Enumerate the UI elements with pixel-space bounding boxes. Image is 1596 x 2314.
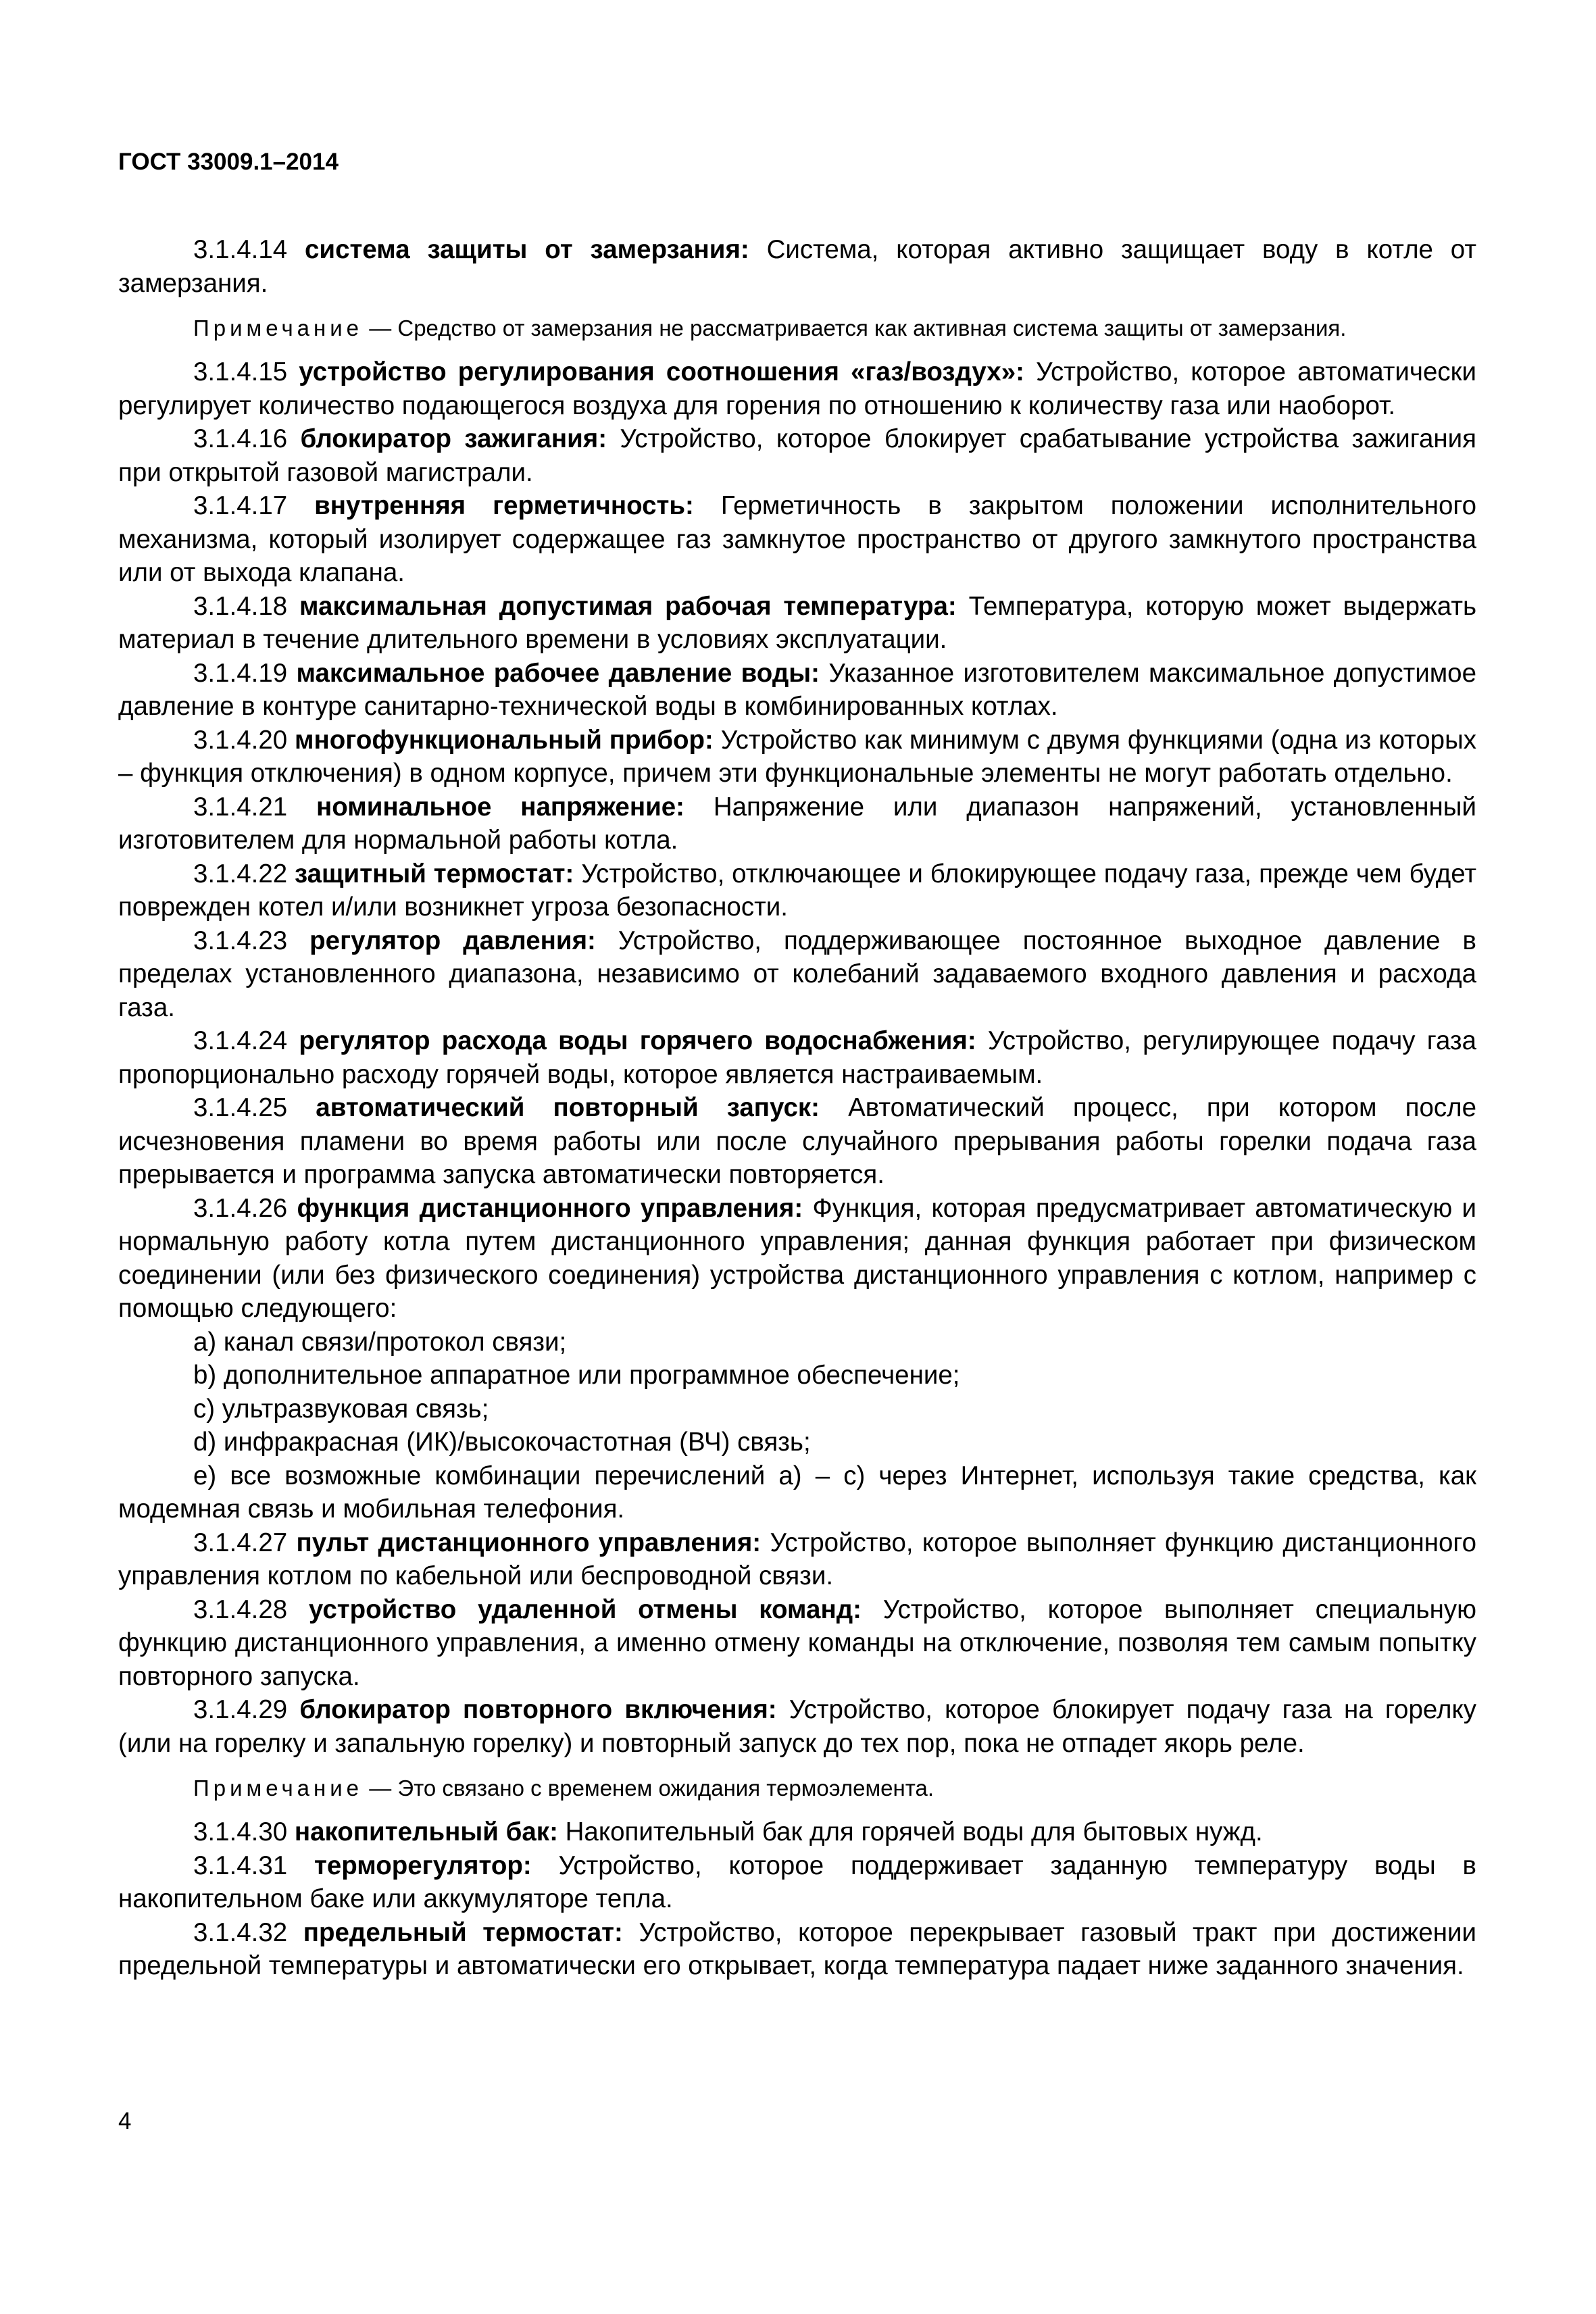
definition-text: Устройство, регулирующее подачу газа пропорционально расходу горячей воды, которое является настраиваемым. bbox=[118, 1026, 1476, 1089]
definition-text: Устройство, которое поддерживает заданную температуру воды в накопительном баке или аккумуляторе тепла. bbox=[118, 1851, 1476, 1913]
defined-term: номинальное напряжение: bbox=[316, 792, 684, 822]
defined-term: устройство удаленной отмены команд: bbox=[308, 1594, 862, 1624]
clause-number: 3.1.4.28 bbox=[193, 1594, 288, 1624]
definition-paragraph bbox=[118, 857, 1476, 924]
defined-term: регулятор давления: bbox=[309, 926, 596, 955]
page-number: 4 bbox=[118, 2108, 132, 2134]
definition-paragraph bbox=[118, 1593, 1476, 1694]
definition-text: Устройство как минимум с двумя функциями (одна из которых – функция отключения) в одном корпусе, причем эти функциональные элементы не могут работать отдельно. bbox=[118, 725, 1477, 788]
definition-paragraph bbox=[118, 1693, 1476, 1760]
defined-term: система защиты от замерзания: bbox=[305, 235, 749, 264]
defined-term: многофункциональный прибор: bbox=[295, 725, 714, 755]
clause-number: 3.1.4.20 bbox=[193, 725, 288, 755]
definition-text: Система, которая активно защищает воду в котле от замерзания. bbox=[118, 235, 1477, 298]
clause-number: 3.1.4.24 bbox=[193, 1026, 288, 1055]
note bbox=[118, 1774, 1476, 1802]
defined-term: предельный термостат: bbox=[303, 1917, 623, 1947]
definition-text: Устройство, которое блокирует подачу газа на горелку (или на горелку и запальную горелку) и повторный запуск до тех пор, пока не отпадет якорь реле. bbox=[118, 1695, 1476, 1758]
definition-text: Устройство, которое блокирует срабатывание устройства зажигания при открытой газовой магистрали. bbox=[118, 424, 1476, 487]
document-body bbox=[118, 233, 1476, 1983]
clause-number: 3.1.4.16 bbox=[193, 424, 288, 453]
note-text: — Средство от замерзания не рассматривается как активная система защиты от замерзания. bbox=[369, 316, 1347, 341]
definition-text: Устройство, которое выполняет функцию дистанционного управления котлом по кабельной или беспроводной связи. bbox=[118, 1528, 1476, 1590]
note-text: — Это связано с временем ожидания термоэлемента. bbox=[369, 1776, 934, 1801]
definition-text: Устройство, которое перекрывает газовый тракт при достижении предельной температуры и автоматически его открывает, когда температура падает ниже заданного значения. bbox=[118, 1917, 1476, 1980]
definition-paragraph bbox=[118, 1815, 1476, 1849]
list-item: c) ультразвуковая связь; bbox=[193, 1394, 489, 1424]
clause-number: 3.1.4.14 bbox=[193, 235, 288, 264]
list-item: e) все возможные комбинации перечислений а) – с) через Интернет, используя такие средства, как модемная связь и мобильная телефония. bbox=[118, 1461, 1476, 1524]
definition-text: Функция, которая предусматривает автоматическую и нормальную работу котла путем дистанционного управления; данная функция работает при физическом соединении (или без физического соединения) устройства дистанционного управления с котлом, например с помощью следующего: bbox=[118, 1193, 1476, 1323]
clause-number: 3.1.4.27 bbox=[193, 1528, 288, 1557]
clause-number: 3.1.4.31 bbox=[193, 1851, 288, 1880]
defined-term: устройство регулирования соотношения «газ/воздух»: bbox=[299, 357, 1024, 386]
definition-paragraph bbox=[118, 355, 1476, 422]
clause-number: 3.1.4.18 bbox=[193, 591, 288, 621]
list-item: a) канал связи/протокол связи; bbox=[193, 1327, 567, 1357]
definition-text: Герметичность в закрытом положении исполнительного механизма, который изолирует содержащее газ замкнутое пространство от другого замкнутого пространства или от выхода клапана. bbox=[118, 491, 1476, 587]
note-label: Примечание bbox=[193, 316, 364, 341]
definition-paragraph bbox=[118, 1526, 1476, 1593]
defined-term: функция дистанционного управления: bbox=[297, 1193, 803, 1223]
definition-text: Указанное изготовителем максимальное допустимое давление в контуре санитарно-технической воды в комбинированных котлах. bbox=[118, 658, 1476, 721]
definition-paragraph bbox=[118, 1849, 1476, 1916]
definition-paragraph bbox=[118, 790, 1476, 857]
definition-text: Устройство, поддерживающее постоянное выходное давление в пределах установленного диапазона, независимо от колебаний задаваемого входного давления и расхода газа. bbox=[118, 926, 1476, 1022]
clause-number: 3.1.4.26 bbox=[193, 1193, 288, 1223]
defined-term: блокиратор зажигания: bbox=[300, 424, 607, 453]
clause-number: 3.1.4.29 bbox=[193, 1695, 288, 1724]
definition-text: Устройство, которое автоматически регулирует количество подающегося воздуха для горения по отношению к количеству газа или наоборот. bbox=[118, 357, 1477, 420]
clause-number: 3.1.4.22 bbox=[193, 859, 288, 888]
definition-text: Напряжение или диапазон напряжений, установленный изготовителем для нормальной работы котла. bbox=[118, 792, 1476, 855]
defined-term: максимальное рабочее давление воды: bbox=[296, 658, 820, 688]
definition-text: Накопительный бак для горячей воды для бытовых нужд. bbox=[565, 1817, 1263, 1846]
document-header: ГОСТ 33009.1–2014 bbox=[118, 149, 339, 175]
definition-text: Устройство, отключающее и блокирующее подачу газа, прежде чем будет поврежден котел и/или возникнет угроза безопасности. bbox=[118, 859, 1476, 922]
clause-number: 3.1.4.19 bbox=[193, 658, 288, 688]
definition-paragraph bbox=[118, 724, 1476, 790]
clause-number: 3.1.4.17 bbox=[193, 491, 288, 520]
definition-text: Автоматический процесс, при котором после исчезновения пламени во время работы или после случайного прерывания работы горелки подача газа прерывается и программа запуска автоматически повторяется. bbox=[118, 1093, 1477, 1189]
clause-number: 3.1.4.32 bbox=[193, 1917, 288, 1947]
definition-paragraph bbox=[118, 1916, 1476, 1983]
definition-paragraph bbox=[118, 657, 1476, 724]
list-item: d) инфракрасная (ИК)/высокочастотная (ВЧ) связь; bbox=[193, 1428, 811, 1457]
defined-term: защитный термостат: bbox=[295, 859, 574, 888]
definition-paragraph bbox=[118, 1192, 1476, 1326]
defined-term: блокиратор повторного включения: bbox=[299, 1695, 777, 1724]
definition-paragraph bbox=[118, 422, 1476, 489]
clause-number: 3.1.4.23 bbox=[193, 926, 288, 955]
defined-term: автоматический повторный запуск: bbox=[316, 1093, 820, 1122]
defined-term: терморегулятор: bbox=[314, 1851, 532, 1880]
clause-number: 3.1.4.15 bbox=[193, 357, 288, 386]
definition-paragraph bbox=[118, 1024, 1476, 1091]
note-label: Примечание bbox=[193, 1776, 364, 1801]
definition-paragraph bbox=[118, 233, 1476, 300]
defined-term: максимальная допустимая рабочая температура: bbox=[299, 591, 957, 621]
clause-number: 3.1.4.30 bbox=[193, 1817, 288, 1846]
definition-text: Температура, которую может выдержать материал в течение длительного времени в условиях эксплуатации. bbox=[118, 591, 1477, 654]
defined-term: накопительный бак: bbox=[294, 1817, 558, 1846]
definition-paragraph bbox=[118, 489, 1476, 590]
definition-paragraph bbox=[118, 590, 1476, 657]
definition-paragraph bbox=[118, 924, 1476, 1025]
definition-text: Устройство, которое выполняет специальную функцию дистанционного управления, а именно отмену команды на отключение, позволяя тем самым попытку повторного запуска. bbox=[118, 1594, 1477, 1691]
list-item: b) дополнительное аппаратное или программное обеспечение; bbox=[193, 1361, 960, 1390]
clause-number: 3.1.4.21 bbox=[193, 792, 288, 822]
defined-term: регулятор расхода воды горячего водоснабжения: bbox=[299, 1026, 976, 1055]
note bbox=[118, 314, 1476, 342]
defined-term: внутренняя герметичность: bbox=[314, 491, 694, 520]
clause-number: 3.1.4.25 bbox=[193, 1093, 288, 1122]
definition-paragraph bbox=[118, 1091, 1476, 1192]
defined-term: пульт дистанционного управления: bbox=[296, 1528, 762, 1557]
